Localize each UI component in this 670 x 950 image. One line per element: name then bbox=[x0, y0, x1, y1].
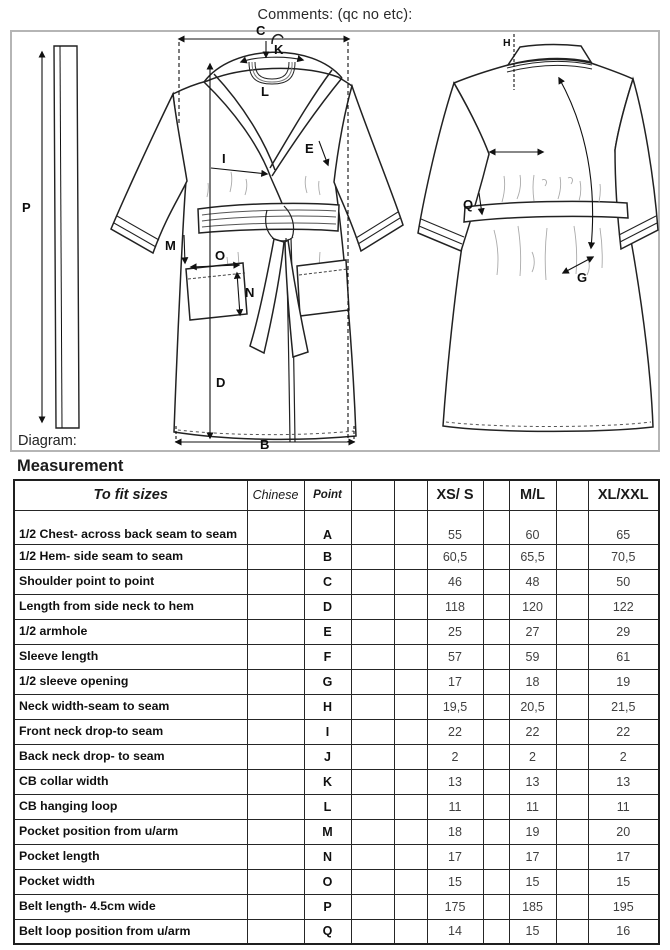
point-cell: F bbox=[304, 644, 351, 669]
xs-value: 60,5 bbox=[427, 544, 483, 569]
xs-value: 11 bbox=[427, 794, 483, 819]
header-spacer bbox=[556, 480, 588, 510]
row-label: Back neck drop- to seam bbox=[14, 744, 247, 769]
spacer-cell bbox=[351, 569, 394, 594]
xl-value: 50 bbox=[588, 569, 659, 594]
header-point: Point bbox=[304, 480, 351, 510]
point-label-i: I bbox=[222, 151, 226, 166]
spacer-cell bbox=[483, 619, 509, 644]
point-label-g: G bbox=[577, 270, 588, 285]
spacer-cell bbox=[556, 869, 588, 894]
spacer-cell bbox=[351, 844, 394, 869]
row-D bbox=[14, 594, 659, 619]
chinese-cell bbox=[247, 619, 304, 644]
row-F bbox=[14, 644, 659, 669]
row-E bbox=[14, 619, 659, 644]
chinese-cell bbox=[247, 744, 304, 769]
xs-value: 46 bbox=[427, 569, 483, 594]
point-cell: L bbox=[304, 794, 351, 819]
point-cell: C bbox=[304, 569, 351, 594]
spacer-cell bbox=[351, 769, 394, 794]
point-cell: D bbox=[304, 594, 351, 619]
ml-value: 2 bbox=[509, 744, 556, 769]
point-cell: O bbox=[304, 869, 351, 894]
ml-value: 59 bbox=[509, 644, 556, 669]
xl-value: 195 bbox=[588, 894, 659, 919]
spacer-cell bbox=[483, 869, 509, 894]
row-label: 1/2 armhole bbox=[14, 619, 247, 644]
chinese-cell bbox=[247, 769, 304, 794]
ml-value: 17 bbox=[509, 844, 556, 869]
header-spacer bbox=[483, 480, 509, 510]
spacer-cell bbox=[556, 894, 588, 919]
point-cell: Q bbox=[304, 919, 351, 944]
spacer-cell bbox=[483, 644, 509, 669]
xs-value: 2 bbox=[427, 744, 483, 769]
xs-value: 14 bbox=[427, 919, 483, 944]
belt-strip bbox=[54, 46, 79, 428]
ml-value: 27 bbox=[509, 619, 556, 644]
xl-value: 15 bbox=[588, 869, 659, 894]
row-label: CB collar width bbox=[14, 769, 247, 794]
ml-value: 19 bbox=[509, 819, 556, 844]
row-label: Shoulder point to point bbox=[14, 569, 247, 594]
spacer-cell bbox=[351, 894, 394, 919]
spacer-cell bbox=[351, 794, 394, 819]
spacer-cell bbox=[483, 719, 509, 744]
measurement-title: Measurement bbox=[17, 457, 124, 475]
xs-value: 18 bbox=[427, 819, 483, 844]
front-left-sleeve bbox=[111, 94, 187, 253]
point-label-d: D bbox=[216, 375, 226, 390]
ml-value: 65,5 bbox=[509, 544, 556, 569]
ml-value: 60 bbox=[509, 510, 556, 544]
spacer-cell bbox=[556, 644, 588, 669]
spacer-cell bbox=[556, 794, 588, 819]
header-spacer bbox=[394, 480, 427, 510]
spacer-cell bbox=[351, 619, 394, 644]
row-J bbox=[14, 744, 659, 769]
xs-value: 13 bbox=[427, 769, 483, 794]
point-label-n: N bbox=[245, 285, 255, 300]
xs-value: 22 bbox=[427, 719, 483, 744]
comments-header: Comments: (qc no etc): bbox=[257, 7, 413, 23]
point-label-b: B bbox=[260, 437, 270, 452]
chinese-cell bbox=[247, 844, 304, 869]
row-M bbox=[14, 819, 659, 844]
row-label: Pocket width bbox=[14, 869, 247, 894]
spacer-cell bbox=[483, 744, 509, 769]
spacer-cell bbox=[394, 794, 427, 819]
xl-value: 29 bbox=[588, 619, 659, 644]
spacer-cell bbox=[351, 869, 394, 894]
spacer-cell bbox=[483, 769, 509, 794]
spacer-cell bbox=[483, 844, 509, 869]
point-label-q: Q bbox=[463, 197, 474, 212]
row-label: Sleeve length bbox=[14, 644, 247, 669]
point-label-m: M bbox=[165, 238, 176, 253]
chinese-cell bbox=[247, 569, 304, 594]
xl-value: 22 bbox=[588, 719, 659, 744]
spacer-cell bbox=[394, 769, 427, 794]
header-chinese: Chinese bbox=[247, 480, 304, 510]
spacer-cell bbox=[394, 569, 427, 594]
header-size-xl: XL/XXL bbox=[588, 480, 659, 510]
point-cell: N bbox=[304, 844, 351, 869]
spacer-cell bbox=[483, 919, 509, 944]
row-label: Belt loop position from u/arm bbox=[14, 919, 247, 944]
spacer-cell bbox=[483, 794, 509, 819]
xl-value: 20 bbox=[588, 819, 659, 844]
xs-value: 175 bbox=[427, 894, 483, 919]
spacer-cell bbox=[556, 919, 588, 944]
spacer-cell bbox=[394, 544, 427, 569]
spacer-cell bbox=[351, 669, 394, 694]
spacer-cell bbox=[556, 769, 588, 794]
row-label: Neck width-seam to seam bbox=[14, 694, 247, 719]
point-cell: G bbox=[304, 669, 351, 694]
spacer-cell bbox=[394, 644, 427, 669]
spacer-cell bbox=[483, 594, 509, 619]
spacer-cell bbox=[483, 819, 509, 844]
xs-value: 17 bbox=[427, 669, 483, 694]
spacer-cell bbox=[351, 744, 394, 769]
xs-value: 17 bbox=[427, 844, 483, 869]
header-spacer bbox=[351, 480, 394, 510]
spacer-cell bbox=[351, 719, 394, 744]
point-label-k: K bbox=[274, 42, 284, 57]
xl-value: 2 bbox=[588, 744, 659, 769]
chinese-cell bbox=[247, 644, 304, 669]
row-label: 1/2 sleeve opening bbox=[14, 669, 247, 694]
spacer-cell bbox=[556, 844, 588, 869]
spacer-cell bbox=[394, 894, 427, 919]
xs-value: 55 bbox=[427, 510, 483, 544]
point-label-c: C bbox=[256, 23, 266, 38]
row-N bbox=[14, 844, 659, 869]
row-P bbox=[14, 894, 659, 919]
point-label-l: L bbox=[261, 84, 269, 99]
diagram-caption: Diagram: bbox=[18, 433, 81, 449]
spacer-cell bbox=[394, 594, 427, 619]
spacer-cell bbox=[483, 894, 509, 919]
chinese-cell bbox=[247, 869, 304, 894]
point-cell: I bbox=[304, 719, 351, 744]
ml-value: 48 bbox=[509, 569, 556, 594]
spacer-cell bbox=[394, 744, 427, 769]
spacer-cell bbox=[394, 619, 427, 644]
row-L bbox=[14, 794, 659, 819]
point-cell: B bbox=[304, 544, 351, 569]
spacer-cell bbox=[556, 594, 588, 619]
point-cell: H bbox=[304, 694, 351, 719]
ml-value: 22 bbox=[509, 719, 556, 744]
chinese-cell bbox=[247, 594, 304, 619]
row-label: Pocket length bbox=[14, 844, 247, 869]
spacer-cell bbox=[394, 719, 427, 744]
xl-value: 16 bbox=[588, 919, 659, 944]
spacer-cell bbox=[556, 744, 588, 769]
xl-value: 21,5 bbox=[588, 694, 659, 719]
ml-value: 185 bbox=[509, 894, 556, 919]
row-label: Pocket position from u/arm bbox=[14, 819, 247, 844]
row-K bbox=[14, 769, 659, 794]
ml-value: 13 bbox=[509, 769, 556, 794]
chinese-cell bbox=[247, 894, 304, 919]
point-label-o: O bbox=[215, 248, 226, 263]
chinese-cell bbox=[247, 694, 304, 719]
row-label: Front neck drop-to seam bbox=[14, 719, 247, 744]
spacer-cell bbox=[556, 510, 588, 544]
spacer-cell bbox=[351, 510, 394, 544]
right-pocket bbox=[297, 260, 349, 316]
xl-value: 122 bbox=[588, 594, 659, 619]
spacer-cell bbox=[556, 694, 588, 719]
row-B bbox=[14, 544, 659, 569]
point-cell: K bbox=[304, 769, 351, 794]
table-header-row bbox=[14, 480, 659, 510]
row-G bbox=[14, 669, 659, 694]
spacer-cell bbox=[556, 819, 588, 844]
point-label-p: P bbox=[22, 200, 31, 215]
ml-value: 120 bbox=[509, 594, 556, 619]
spacer-cell bbox=[483, 544, 509, 569]
row-label: 1/2 Chest- across back seam to seam bbox=[14, 510, 247, 544]
spacer-cell bbox=[351, 544, 394, 569]
row-label: Length from side neck to hem bbox=[14, 594, 247, 619]
chinese-cell bbox=[247, 919, 304, 944]
front-view bbox=[111, 35, 403, 442]
measurement-table bbox=[13, 479, 660, 945]
spacer-cell bbox=[351, 694, 394, 719]
row-H bbox=[14, 694, 659, 719]
xl-value: 70,5 bbox=[588, 544, 659, 569]
spacer-cell bbox=[556, 719, 588, 744]
ml-value: 15 bbox=[509, 869, 556, 894]
chinese-cell bbox=[247, 819, 304, 844]
chinese-cell bbox=[247, 544, 304, 569]
spacer-cell bbox=[394, 869, 427, 894]
diagram-frame bbox=[10, 23, 660, 452]
row-A bbox=[14, 510, 659, 544]
ml-value: 11 bbox=[509, 794, 556, 819]
chinese-cell bbox=[247, 510, 304, 544]
spacer-cell bbox=[556, 569, 588, 594]
row-C bbox=[14, 569, 659, 594]
xl-value: 17 bbox=[588, 844, 659, 869]
spacer-cell bbox=[351, 919, 394, 944]
spacer-cell bbox=[351, 819, 394, 844]
xs-value: 19,5 bbox=[427, 694, 483, 719]
xs-value: 57 bbox=[427, 644, 483, 669]
header-size-ml: M/L bbox=[509, 480, 556, 510]
point-cell: J bbox=[304, 744, 351, 769]
row-O bbox=[14, 869, 659, 894]
chinese-cell bbox=[247, 669, 304, 694]
xs-value: 25 bbox=[427, 619, 483, 644]
xl-value: 11 bbox=[588, 794, 659, 819]
point-cell: A bbox=[304, 510, 351, 544]
row-label: Belt length- 4.5cm wide bbox=[14, 894, 247, 919]
row-label: 1/2 Hem- side seam to seam bbox=[14, 544, 247, 569]
ml-value: 18 bbox=[509, 669, 556, 694]
spacer-cell bbox=[394, 844, 427, 869]
front-belt bbox=[198, 203, 339, 233]
ml-value: 20,5 bbox=[509, 694, 556, 719]
chinese-cell bbox=[247, 719, 304, 744]
row-I bbox=[14, 719, 659, 744]
ml-value: 15 bbox=[509, 919, 556, 944]
spacer-cell bbox=[483, 669, 509, 694]
back-view bbox=[418, 45, 658, 432]
spacer-cell bbox=[556, 619, 588, 644]
spacer-cell bbox=[394, 819, 427, 844]
header-to-fit-sizes: To fit sizes bbox=[14, 480, 247, 510]
spacer-cell bbox=[483, 694, 509, 719]
spacer-cell bbox=[556, 544, 588, 569]
point-cell: P bbox=[304, 894, 351, 919]
point-cell: M bbox=[304, 819, 351, 844]
spacer-cell bbox=[394, 919, 427, 944]
xl-value: 61 bbox=[588, 644, 659, 669]
spacer-cell bbox=[394, 510, 427, 544]
spacer-cell bbox=[351, 594, 394, 619]
spacer-cell bbox=[351, 644, 394, 669]
spacer-cell bbox=[483, 569, 509, 594]
front-body bbox=[173, 68, 356, 439]
xl-value: 13 bbox=[588, 769, 659, 794]
point-label-e: E bbox=[305, 141, 314, 156]
xs-value: 118 bbox=[427, 594, 483, 619]
row-Q bbox=[14, 919, 659, 944]
point-label-h: H bbox=[503, 37, 511, 49]
back-neck-seam bbox=[241, 57, 303, 62]
chinese-cell bbox=[247, 794, 304, 819]
xl-value: 19 bbox=[588, 669, 659, 694]
header-size-xs: XS/ S bbox=[427, 480, 483, 510]
point-cell: E bbox=[304, 619, 351, 644]
spacer-cell bbox=[483, 510, 509, 544]
xs-value: 15 bbox=[427, 869, 483, 894]
row-label: CB hanging loop bbox=[14, 794, 247, 819]
robe-technical-drawing bbox=[12, 23, 658, 452]
spacer-cell bbox=[394, 694, 427, 719]
spacer-cell bbox=[556, 669, 588, 694]
spacer-cell bbox=[394, 669, 427, 694]
xl-value: 65 bbox=[588, 510, 659, 544]
